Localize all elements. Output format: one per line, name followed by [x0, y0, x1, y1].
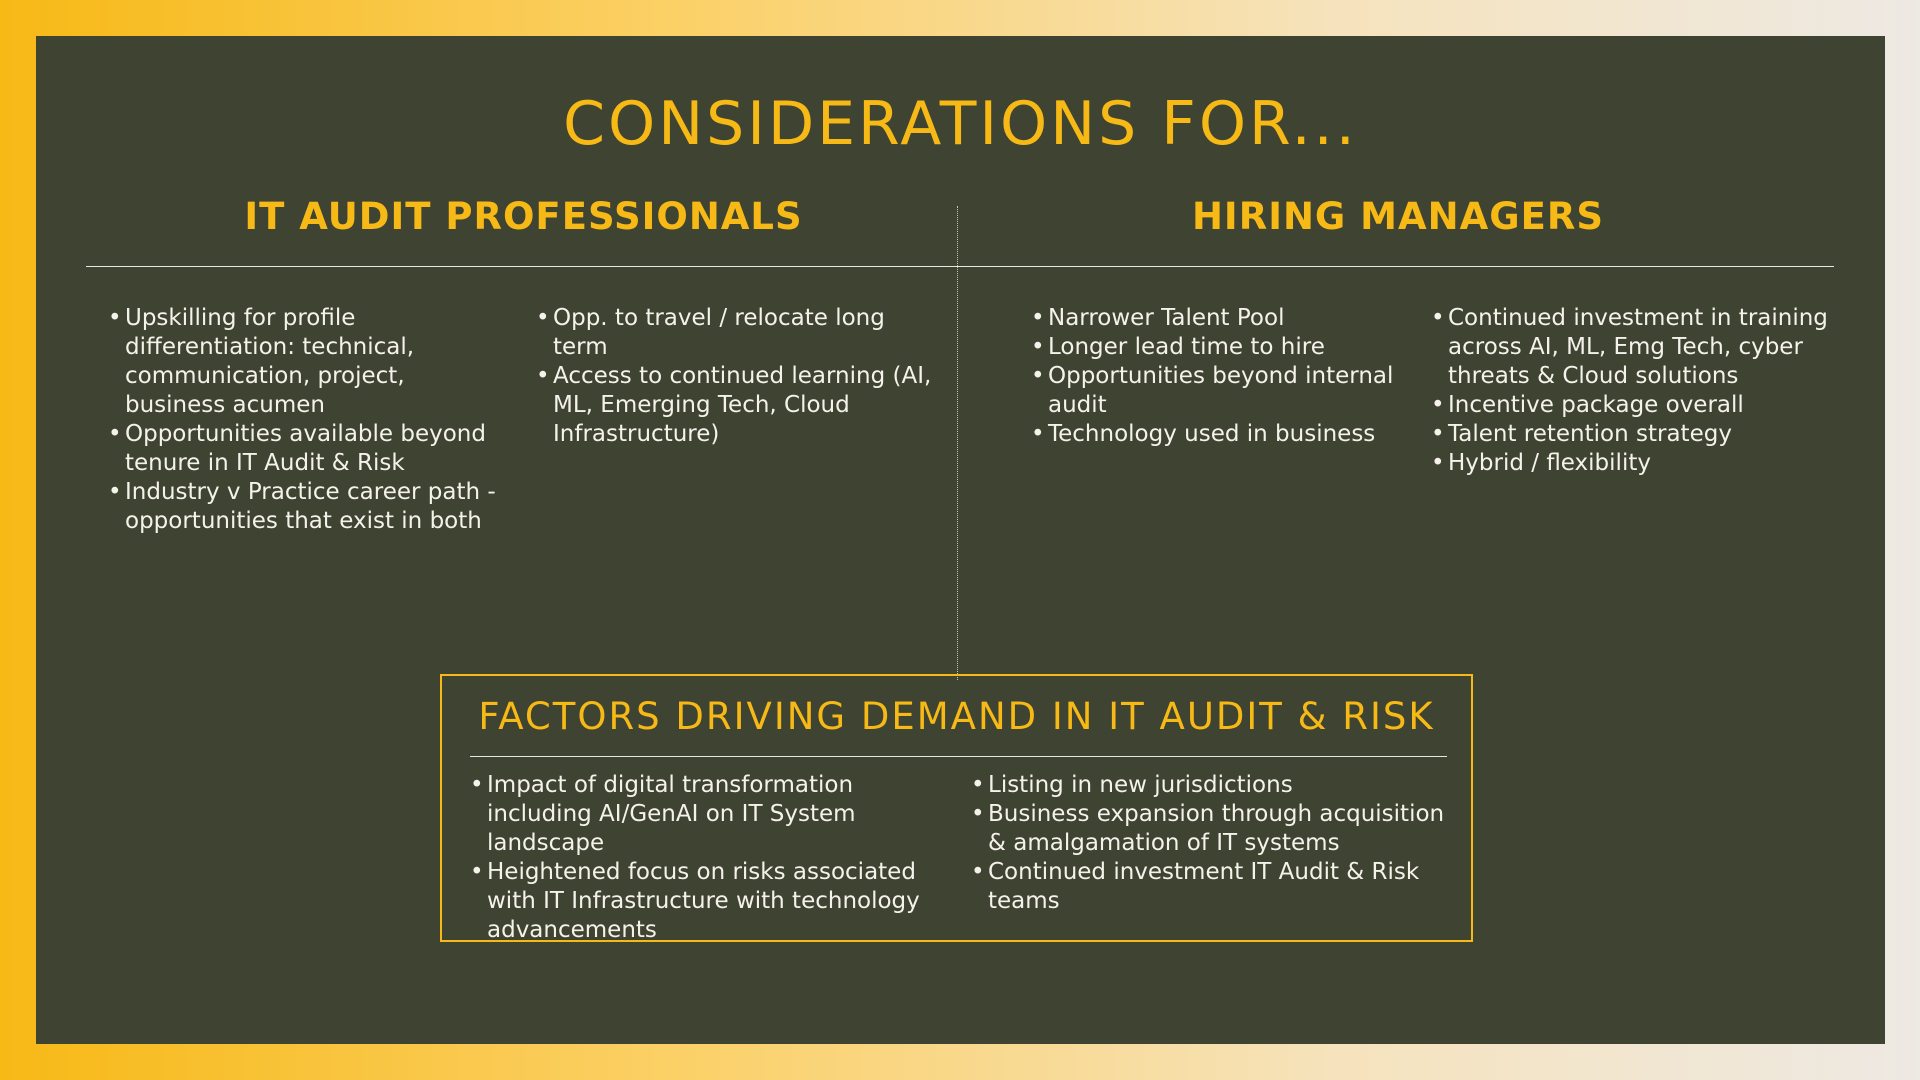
list-item: • Business expansion through acquisition & amalgamation of IT systems — [971, 800, 1461, 858]
list-item: • Industry v Practice career path - opportunities that exist in both — [108, 478, 508, 536]
list-item: • Incentive package overall — [1431, 391, 1831, 420]
professionals-list-left — [108, 304, 508, 536]
slide-panel — [36, 36, 1885, 1044]
list-item: • Opportunities beyond internal audit — [1031, 362, 1431, 420]
list-item: • Impact of digital transformation including AI/GenAI on IT System landscape — [470, 771, 960, 858]
managers-list-right — [1431, 304, 1831, 478]
list-item: • Talent retention strategy — [1431, 420, 1831, 449]
list-item: • Narrower Talent Pool — [1031, 304, 1431, 333]
list-item: • Access to continued learning (AI, ML, Emerging Tech, Cloud Infrastructure) — [536, 362, 936, 449]
factors-divider-line — [470, 756, 1447, 757]
list-item: • Continued investment IT Audit & Risk teams — [971, 858, 1461, 916]
list-item: • Technology used in business — [1031, 420, 1431, 449]
list-item: • Upskilling for profile differentiation: technical, communication, project, business acumen — [108, 304, 508, 420]
list-item: • Hybrid / flexibility — [1431, 449, 1831, 478]
page-title: CONSIDERATIONS FOR... — [563, 89, 1358, 159]
list-item: • Heightened focus on risks associated with IT Infrastructure with technology advancements — [470, 858, 960, 945]
list-item: • Opp. to travel / relocate long term — [536, 304, 936, 362]
list-item: • Continued investment in training across AI, ML, Emg Tech, cyber threats & Cloud solutions — [1431, 304, 1831, 391]
factors-list-right — [971, 771, 1461, 916]
factors-heading: FACTORS DRIVING DEMAND IN IT AUDIT & RISK — [478, 695, 1435, 738]
column-divider-line — [957, 206, 958, 680]
factors-list-left — [470, 771, 960, 945]
managers-list-left — [1031, 304, 1431, 449]
heading-divider-line — [86, 266, 1834, 267]
factors-box — [440, 674, 1473, 942]
professionals-heading: IT AUDIT PROFESSIONALS — [244, 195, 803, 238]
list-item: • Longer lead time to hire — [1031, 333, 1431, 362]
list-item: • Opportunities available beyond tenure in IT Audit & Risk — [108, 420, 508, 478]
list-item: • Listing in new jurisdictions — [971, 771, 1461, 800]
managers-heading: HIRING MANAGERS — [1191, 195, 1605, 238]
professionals-list-right — [536, 304, 936, 449]
